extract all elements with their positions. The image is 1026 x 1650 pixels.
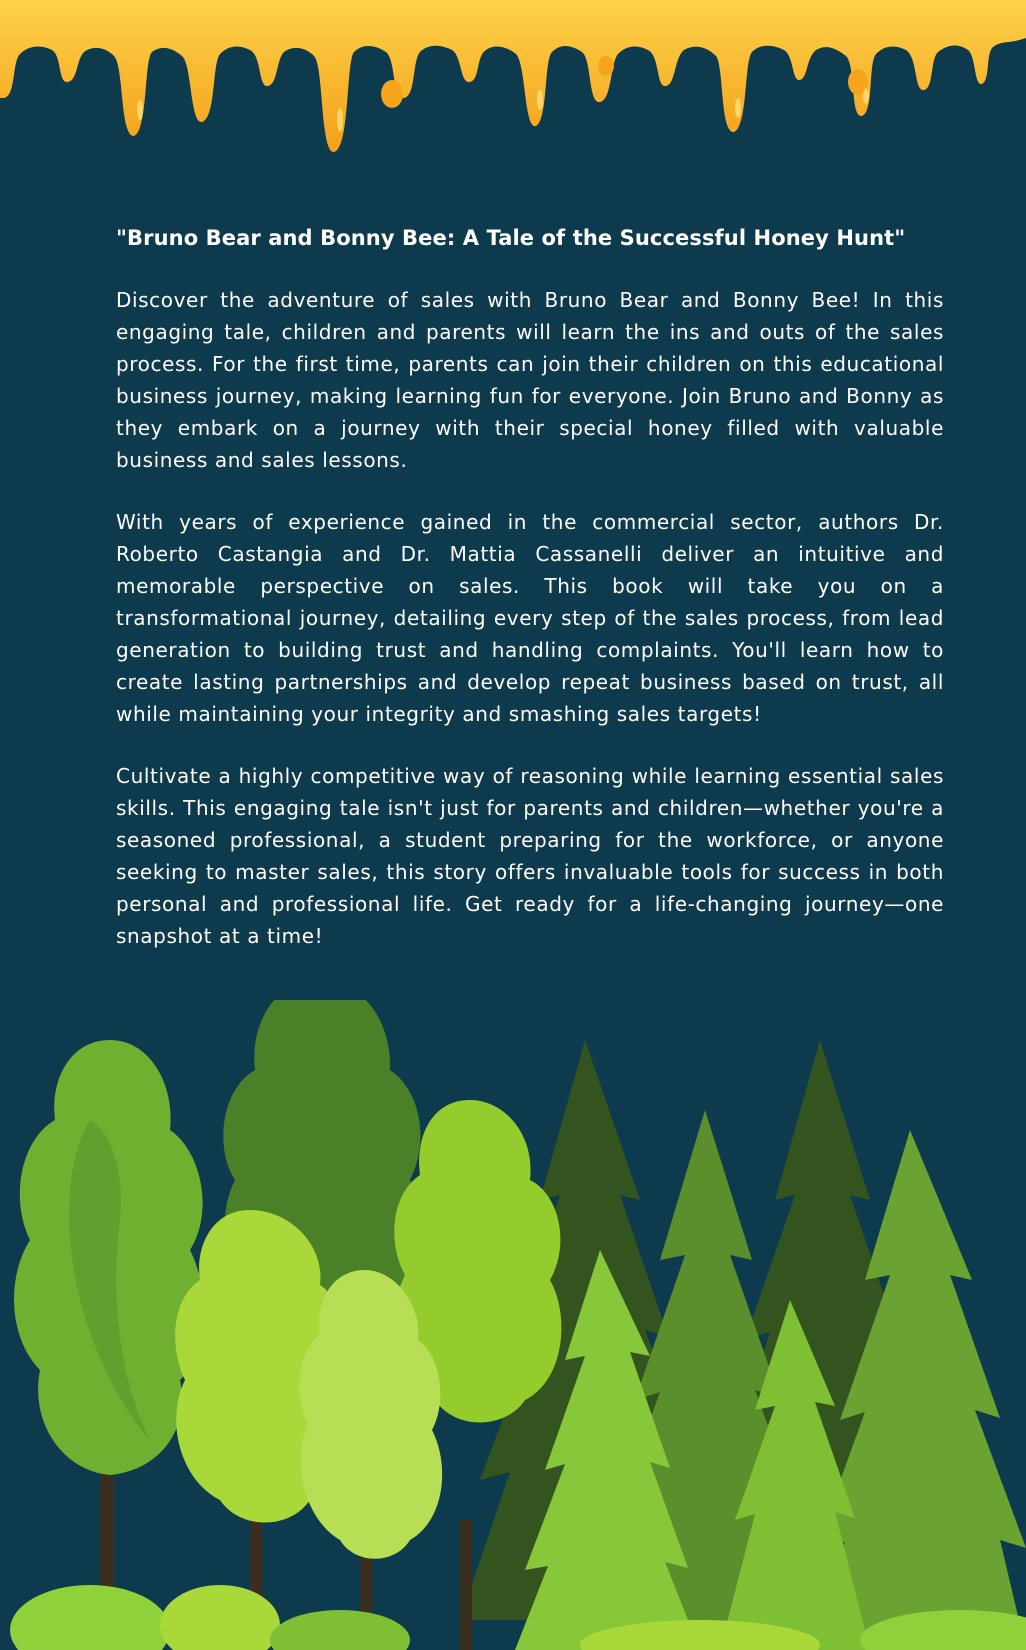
description-paragraph-2: With years of experience gained in the commercial sector, authors Dr. Roberto Castangia and Dr. Mattia Cassanelli deliver an intuitive and memorable perspective on sales. This book will take you on a transformational journey, detailing every step of the sales process, from lead generation to building trust and handling complaints. You'll learn how to create lasting partnerships and develop repeat business based on trust, all while maintaining your integrity and smashing sales targets!: [116, 510, 944, 726]
book-title: "Bruno Bear and Bonny Bee: A Tale of the Successful Honey Hunt": [116, 226, 906, 250]
forest-illustration: [0, 1000, 1026, 1650]
description-paragraph-3: Cultivate a highly competitive way of reasoning while learning essential sales skills. This engaging tale isn't just for parents and children—whether you're a seasoned professional, a student preparing for the workforce, or anyone seeking to master sales, this story offers invaluable tools for success in both personal and professional life. Get ready for a life-changing journey—one snapshot at a time!: [116, 764, 944, 948]
deciduous-tree-left: [14, 1040, 204, 1475]
description-paragraph-1: Discover the adventure of sales with Bruno Bear and Bonny Bee! In this engaging tale, children and parents will learn the ins and outs of the sales process. For the first time, parents can join their children on this educational business journey, making learning fun for everyone. Join Bruno and Bonny as they embark on a journey with their special honey filled with valuable business and sales lessons.: [116, 288, 944, 472]
description-content: [116, 222, 944, 982]
honey-drip-decoration: [0, 0, 1026, 170]
